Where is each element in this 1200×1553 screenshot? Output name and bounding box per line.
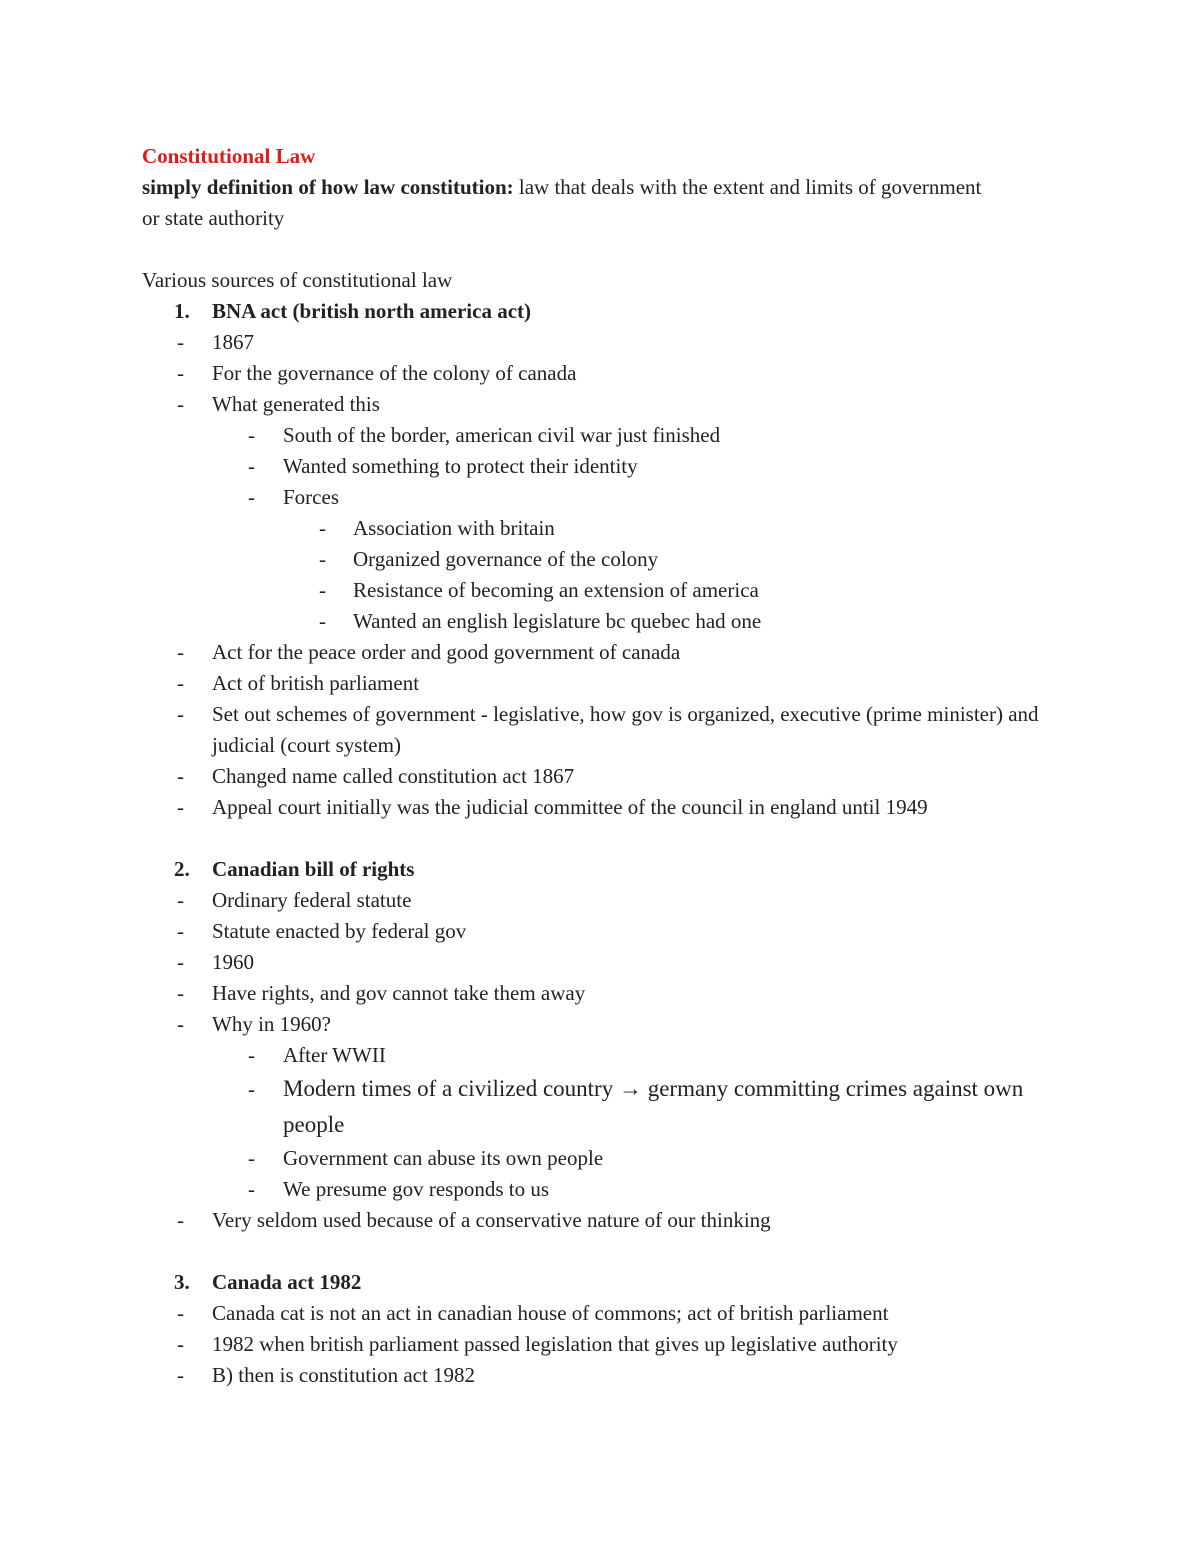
dash-bullet: -: [319, 578, 326, 602]
dash-bullet: -: [177, 671, 184, 695]
list-item-text: Statute enacted by federal gov: [212, 919, 467, 943]
intro-line: Various sources of constitutional law: [142, 268, 453, 292]
list-item: [142, 389, 1042, 420]
section-number: 1.: [174, 299, 190, 323]
list-item: [142, 885, 1042, 916]
section-heading: [142, 1267, 1042, 1298]
list-item: [142, 358, 1042, 389]
list-item-text: Why in 1960?: [212, 1012, 331, 1036]
list-item: [142, 1205, 1042, 1236]
section-heading-text: Canadian bill of rights: [212, 857, 415, 881]
list-item: [142, 792, 1042, 823]
blank-line: [142, 823, 1042, 854]
list-item-text: After WWII: [283, 1043, 386, 1067]
list-item-text: Act for the peace order and good government of canada: [212, 640, 681, 664]
dash-bullet: -: [177, 330, 184, 354]
section-number: 3.: [174, 1270, 190, 1294]
list-item: [142, 978, 1042, 1009]
dash-bullet: -: [248, 1043, 255, 1067]
list-item-text: B) then is constitution act 1982: [212, 1363, 476, 1387]
document-page: [142, 141, 1042, 1391]
dash-bullet: -: [177, 795, 184, 819]
list-item-text: Forces: [283, 485, 339, 509]
dash-bullet: -: [177, 1208, 184, 1232]
list-item-text: Changed name called constitution act 1867: [212, 764, 575, 788]
list-item: [142, 575, 1042, 606]
dash-bullet: -: [177, 764, 184, 788]
section-heading: [142, 296, 1042, 327]
dash-bullet: -: [177, 361, 184, 385]
dash-bullet: -: [177, 640, 184, 664]
dash-bullet: -: [248, 1177, 255, 1201]
blank-line: [142, 234, 1042, 265]
dash-bullet: -: [319, 516, 326, 540]
list-item: [142, 668, 1042, 699]
list-item-text: Canada cat is not an act in canadian house of commons; act of british parliament: [212, 1301, 889, 1325]
dash-bullet: -: [177, 950, 184, 974]
list-item: [142, 947, 1042, 978]
dash-bullet: -: [177, 702, 184, 726]
dash-bullet: -: [248, 423, 255, 447]
list-item: [142, 327, 1042, 358]
dash-bullet: -: [319, 547, 326, 571]
list-item: [142, 916, 1042, 947]
list-item: [142, 1009, 1042, 1040]
dash-bullet: -: [177, 1363, 184, 1387]
dash-bullet: -: [248, 1077, 255, 1101]
list-item: [142, 513, 1042, 544]
blank-line: [142, 1236, 1042, 1267]
dash-bullet: -: [248, 454, 255, 478]
list-item: [142, 1298, 1042, 1329]
list-item: [142, 761, 1042, 792]
list-item-text: Organized governance of the colony: [353, 547, 659, 571]
dash-bullet: -: [177, 1012, 184, 1036]
list-item-text: Have rights, and gov cannot take them away: [212, 981, 586, 1005]
section-number: 2.: [174, 857, 190, 881]
definition-text: law that deals with the extent and limits of government or state authority: [142, 175, 982, 230]
list-item: [142, 482, 1042, 513]
list-item-text: Wanted something to protect their identity: [283, 454, 638, 478]
section-heading-text: Canada act 1982: [212, 1270, 362, 1294]
list-item-text: Very seldom used because of a conservative nature of our thinking: [212, 1208, 771, 1232]
list-item-text: 1867: [212, 330, 254, 354]
dash-bullet: -: [177, 1332, 184, 1356]
section-heading: [142, 854, 1042, 885]
list-item: [142, 420, 1042, 451]
list-item: [142, 1071, 1042, 1143]
list-item: [142, 1143, 1042, 1174]
list-item-text: 1960: [212, 950, 254, 974]
dash-bullet: -: [177, 888, 184, 912]
list-item: [142, 606, 1042, 637]
list-item: [142, 637, 1042, 668]
list-item: [142, 1329, 1042, 1360]
list-item-text: Act of british parliament: [212, 671, 420, 695]
definition-paragraph: [142, 172, 982, 234]
section-heading-text: BNA act (british north america act): [212, 299, 532, 323]
dash-bullet: -: [177, 392, 184, 416]
list-item: [142, 544, 1042, 575]
list-item: [142, 1174, 1042, 1205]
list-item: [142, 1360, 1042, 1391]
list-item-text: Appeal court initially was the judicial committee of the council in england until 1949: [212, 795, 928, 819]
list-item-text: Modern times of a civilized country → germany committing crimes against own people: [283, 1076, 1024, 1137]
dash-bullet: -: [177, 919, 184, 943]
dash-bullet: -: [177, 1301, 184, 1325]
list-item-text: For the governance of the colony of canada: [212, 361, 577, 385]
list-item-text: 1982 when british parliament passed legislation that gives up legislative authority: [212, 1332, 898, 1356]
list-item: [142, 451, 1042, 482]
list-item: [142, 699, 1042, 761]
list-item-text: Wanted an english legislature bc quebec had one: [353, 609, 762, 633]
list-item-text: What generated this: [212, 392, 380, 416]
list-item-text: South of the border, american civil war just finished: [283, 423, 721, 447]
list-item-text: Set out schemes of government - legislative, how gov is organized, executive (prime minister) and judicial (court system): [212, 702, 1039, 757]
definition-label: simply definition of how law constitution:: [142, 175, 514, 199]
list-item-text: Resistance of becoming an extension of america: [353, 578, 759, 602]
sources-list: [142, 296, 1042, 1391]
dash-bullet: -: [319, 609, 326, 633]
dash-bullet: -: [248, 1146, 255, 1170]
dash-bullet: -: [248, 485, 255, 509]
list-item-text: We presume gov responds to us: [283, 1177, 550, 1201]
list-item-text: Association with britain: [353, 516, 555, 540]
document-title: Constitutional Law: [142, 144, 316, 168]
dash-bullet: -: [177, 981, 184, 1005]
list-item: [142, 1040, 1042, 1071]
list-item-text: Ordinary federal statute: [212, 888, 412, 912]
list-item-text: Government can abuse its own people: [283, 1146, 604, 1170]
